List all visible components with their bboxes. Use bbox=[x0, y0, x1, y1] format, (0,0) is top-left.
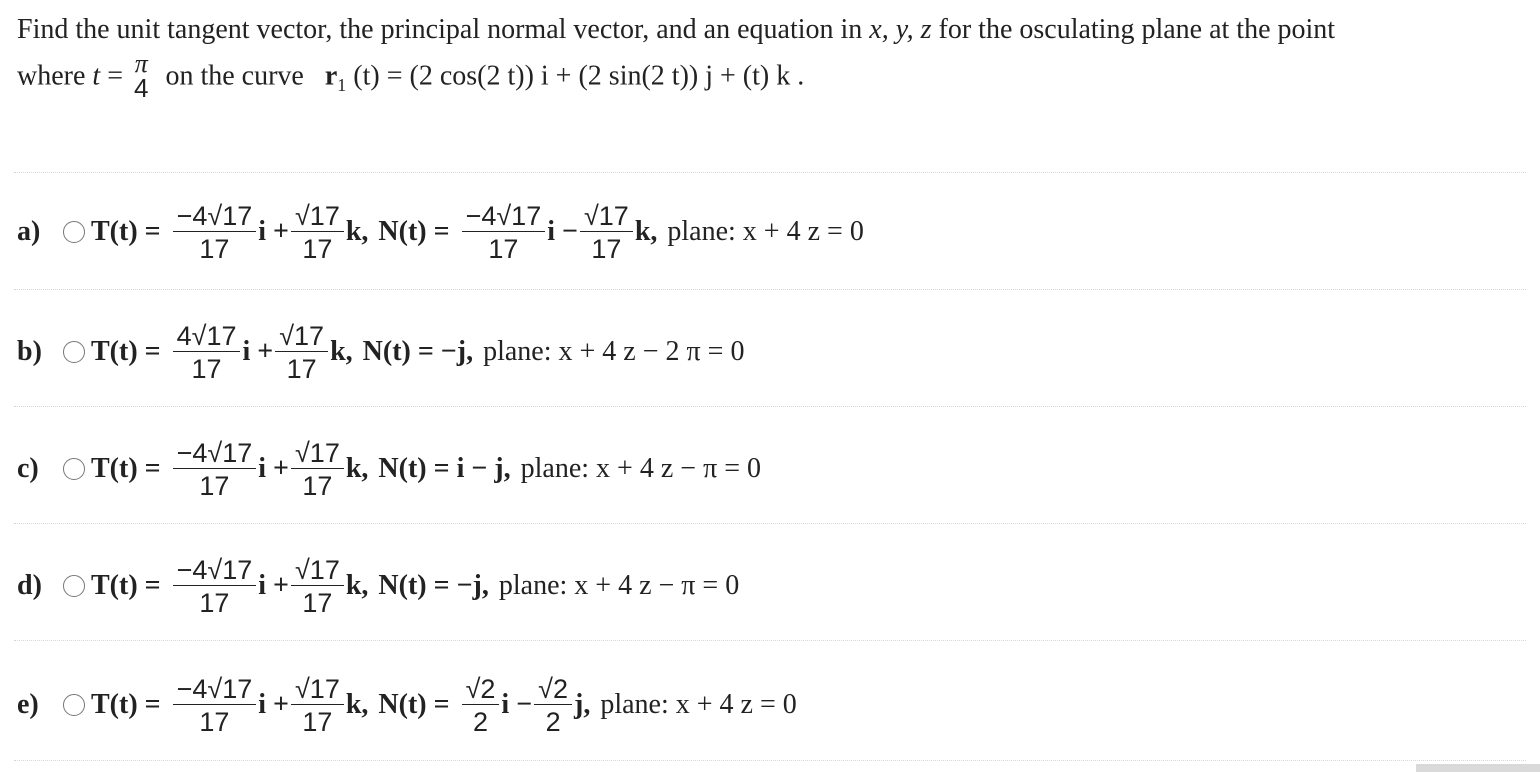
denominator: 2 bbox=[462, 704, 500, 737]
plane-equation: plane: x + 4 z = 0 bbox=[600, 689, 797, 720]
pi-numerator: π bbox=[134, 49, 148, 78]
question-intro-end: for the osculating plane at the point bbox=[931, 14, 1336, 45]
denominator: 17 bbox=[173, 468, 257, 501]
plane-equation: plane: x + 4 z − π = 0 bbox=[498, 570, 740, 601]
denominator: 2 bbox=[534, 704, 572, 737]
vector-term: j, bbox=[574, 689, 591, 720]
equals-sign: = bbox=[100, 60, 130, 92]
denominator: 17 bbox=[291, 231, 344, 264]
option-letter: c) bbox=[17, 453, 39, 484]
t-lhs: T(t) = bbox=[91, 570, 161, 601]
where-label: where bbox=[17, 60, 93, 92]
radio-button[interactable] bbox=[63, 221, 85, 243]
vector-term: k, bbox=[345, 570, 369, 601]
denominator: 17 bbox=[580, 231, 633, 264]
plane-equation: plane: x + 4 z = 0 bbox=[667, 216, 864, 247]
numerator: −4√17 bbox=[176, 200, 253, 231]
denominator: 17 bbox=[291, 704, 344, 737]
t-lhs: T(t) = bbox=[91, 216, 161, 247]
question-line-1 bbox=[17, 12, 1527, 50]
numerator: √17 bbox=[583, 200, 629, 231]
numerator: √17 bbox=[294, 200, 340, 231]
option-letter: e) bbox=[17, 689, 39, 720]
denominator: 17 bbox=[173, 704, 257, 737]
numerator: −4√17 bbox=[465, 200, 542, 231]
option-letter: b) bbox=[17, 336, 42, 367]
vector-term: i − bbox=[501, 689, 533, 720]
denominator: 17 bbox=[291, 585, 344, 618]
radio-button[interactable] bbox=[63, 341, 85, 363]
plane-equation: plane: x + 4 z − 2 π = 0 bbox=[483, 336, 745, 367]
fraction bbox=[580, 201, 633, 264]
question-line-2 bbox=[17, 49, 1527, 103]
numerator: √17 bbox=[279, 320, 325, 351]
n-value: N(t) = i − j, bbox=[378, 453, 511, 484]
fraction bbox=[173, 555, 257, 618]
separator bbox=[14, 406, 1526, 407]
denominator: 17 bbox=[173, 231, 257, 264]
numerator: −4√17 bbox=[176, 554, 253, 585]
t-var: t bbox=[92, 60, 101, 92]
t-value-fraction bbox=[133, 49, 149, 103]
t-lhs: T(t) = bbox=[91, 453, 161, 484]
fraction bbox=[173, 321, 241, 384]
radio-button[interactable] bbox=[63, 694, 85, 716]
option-letter: a) bbox=[17, 216, 41, 247]
fraction bbox=[173, 438, 257, 501]
vector-term: k, bbox=[345, 216, 369, 247]
fraction bbox=[291, 555, 344, 618]
n-lhs: N(t) = bbox=[378, 689, 450, 720]
option-e[interactable] bbox=[17, 655, 1527, 755]
curve-label: on the curve bbox=[165, 60, 304, 92]
vector-term: i − bbox=[547, 216, 578, 247]
n-value: N(t) = −j, bbox=[378, 570, 489, 601]
fraction bbox=[534, 674, 572, 737]
fraction bbox=[275, 321, 328, 384]
option-b[interactable] bbox=[17, 302, 1527, 402]
plane-equation: plane: x + 4 z − π = 0 bbox=[520, 453, 761, 484]
numerator: √2 bbox=[465, 673, 496, 704]
vector-term: i + bbox=[258, 453, 289, 484]
four-denominator: 4 bbox=[133, 73, 149, 103]
fraction bbox=[462, 674, 500, 737]
question-text bbox=[17, 12, 1527, 103]
curve-expression: (t) = (2 cos(2 t)) i + (2 sin(2 t)) j + (t) k . bbox=[353, 60, 805, 92]
vector-term: k, bbox=[634, 216, 658, 247]
fraction bbox=[173, 201, 257, 264]
t-lhs: T(t) = bbox=[91, 689, 161, 720]
numerator: −4√17 bbox=[176, 673, 253, 704]
separator bbox=[14, 760, 1526, 761]
vector-term: k, bbox=[330, 336, 353, 367]
r-subscript: 1 bbox=[337, 75, 347, 96]
fraction bbox=[291, 201, 344, 264]
numerator: √17 bbox=[294, 554, 340, 585]
option-a[interactable] bbox=[17, 182, 1527, 282]
t-lhs: T(t) = bbox=[91, 336, 161, 367]
scrollbar[interactable] bbox=[1416, 764, 1540, 772]
denominator: 17 bbox=[462, 231, 546, 264]
n-value: N(t) = −j, bbox=[362, 336, 474, 367]
numerator: √2 bbox=[538, 673, 568, 704]
fraction bbox=[291, 674, 344, 737]
denominator: 17 bbox=[291, 468, 344, 501]
option-c[interactable] bbox=[17, 419, 1527, 519]
r-vector: r bbox=[324, 60, 338, 92]
vector-term: i + bbox=[258, 570, 289, 601]
option-d[interactable] bbox=[17, 536, 1527, 636]
vector-term: i + bbox=[242, 336, 274, 367]
separator bbox=[14, 523, 1526, 524]
separator bbox=[14, 640, 1526, 641]
numerator: 4√17 bbox=[176, 320, 237, 351]
question-intro: Find the unit tangent vector, the principal normal vector, and an equation in bbox=[17, 14, 870, 45]
vector-term: k, bbox=[345, 453, 369, 484]
denominator: 17 bbox=[173, 351, 241, 384]
denominator: 17 bbox=[275, 351, 328, 384]
fraction bbox=[462, 201, 546, 264]
fraction bbox=[173, 674, 257, 737]
denominator: 17 bbox=[173, 585, 257, 618]
numerator: √17 bbox=[294, 437, 340, 468]
numerator: −4√17 bbox=[176, 437, 253, 468]
separator bbox=[14, 172, 1526, 173]
fraction bbox=[291, 438, 344, 501]
vector-term: i + bbox=[258, 216, 289, 247]
vector-term: k, bbox=[345, 689, 369, 720]
radio-button[interactable] bbox=[63, 575, 85, 597]
separator bbox=[14, 289, 1526, 290]
question-vars: x, y, z bbox=[869, 14, 932, 45]
vector-term: i + bbox=[258, 689, 289, 720]
option-letter: d) bbox=[17, 570, 42, 601]
numerator: √17 bbox=[294, 673, 340, 704]
radio-button[interactable] bbox=[63, 458, 85, 480]
n-lhs: N(t) = bbox=[378, 216, 450, 247]
